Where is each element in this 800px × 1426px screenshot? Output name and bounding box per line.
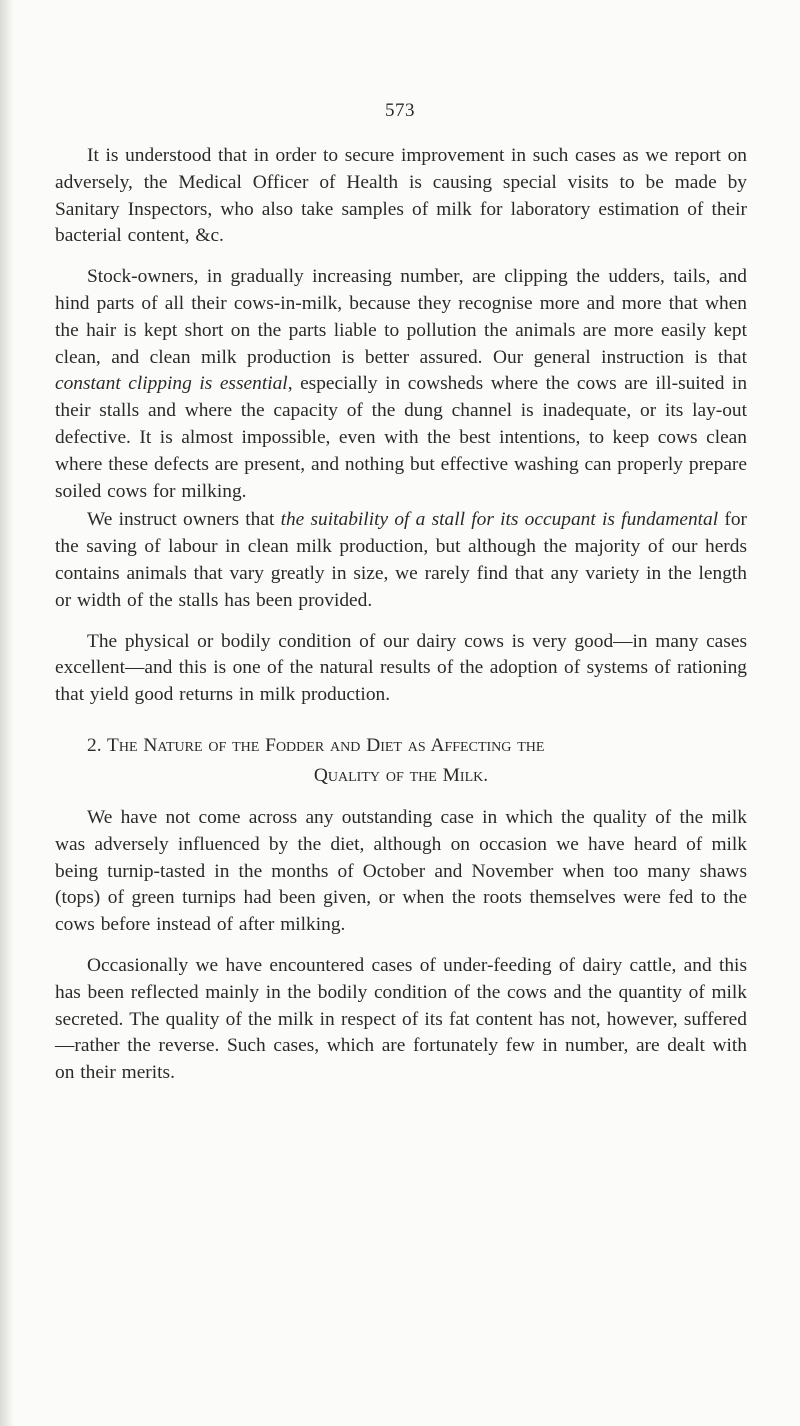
paragraph-stall-text-2: for the saving of labour in clean milk production, but although the majority of our herds contains animals that vary greatly in size, we rarely find that any variety in the length or width of the stalls has been provided. bbox=[55, 509, 747, 611]
paragraph-under-feeding: Occasionally we have encountered cases of under-feeding of dairy cattle, and this has been reflected mainly in the bodily condition of the cows and the quantity of milk secreted. The quality of the milk in respect of its fat content has not, however, suffered—rather the reverse. Such cases, which are fortunately few in number, are dealt with on their merits. bbox=[55, 954, 747, 1084]
page-number: 573 bbox=[385, 100, 415, 121]
paragraph-clipping-emphasis: constant clipping is essential bbox=[55, 373, 288, 395]
paragraph-bodily-condition: The physical or bodily condition of our dairy cows is very good—in many cases excellent—and this is one of the natural results of the adoption of systems of rationing that yield good returns in milk production. bbox=[55, 630, 747, 706]
paragraph-clipping-text-1: Stock-owners, in gradually increasing number, are clipping the udders, tails, and hind parts of all their cows-in-milk, because they recognise more and more that when the hair is kept short on the parts liable to pollution the animals are more easily kept clean, and clean milk production is better assured. Our general instruction is that bbox=[55, 266, 747, 368]
paragraph-stall-suitability bbox=[55, 507, 747, 614]
section-heading-line-1: 2. The Nature of the Fodder and Diet as Affecting the bbox=[87, 734, 545, 756]
paragraph-stall-emphasis: the suitability of a stall for its occupant is fundamental bbox=[280, 509, 719, 531]
paragraph-inspections: It is understood that in order to secure improvement in such cases as we report on adversely, the Medical Officer of Health is causing special visits to be made by Sanitary Inspectors, who also take samples of milk for laboratory estimation of their bacterial content, &c. bbox=[55, 145, 747, 247]
section-heading-line-2: Quality of the Milk. bbox=[313, 764, 489, 786]
paragraph-clipping bbox=[55, 264, 747, 505]
page-body bbox=[55, 143, 747, 1101]
section-heading bbox=[55, 731, 747, 791]
paragraph-turnip-taste: We have not come across any outstanding case in which the quality of the milk was adversely influenced by the diet, although on occasion we have heard of milk being turnip-tasted in the months of October and November when too many shaws (tops) of green turnips had been given, or when the roots themselves were fed to the cows before instead of after milking. bbox=[55, 806, 747, 936]
paragraph-clipping-text-2: , especially in cowsheds where the cows are ill-suited in their stalls and where the capacity of the dung channel is inadequate, or its lay-out defective. It is almost impossible, even with the best intentions, to keep cows clean where these defects are present, and nothing but effective washing can properly prepare soiled cows for milking. bbox=[55, 373, 748, 502]
paragraph-stall-text-1: We instruct owners that bbox=[87, 509, 281, 531]
page-edge-shadow bbox=[0, 0, 14, 1426]
